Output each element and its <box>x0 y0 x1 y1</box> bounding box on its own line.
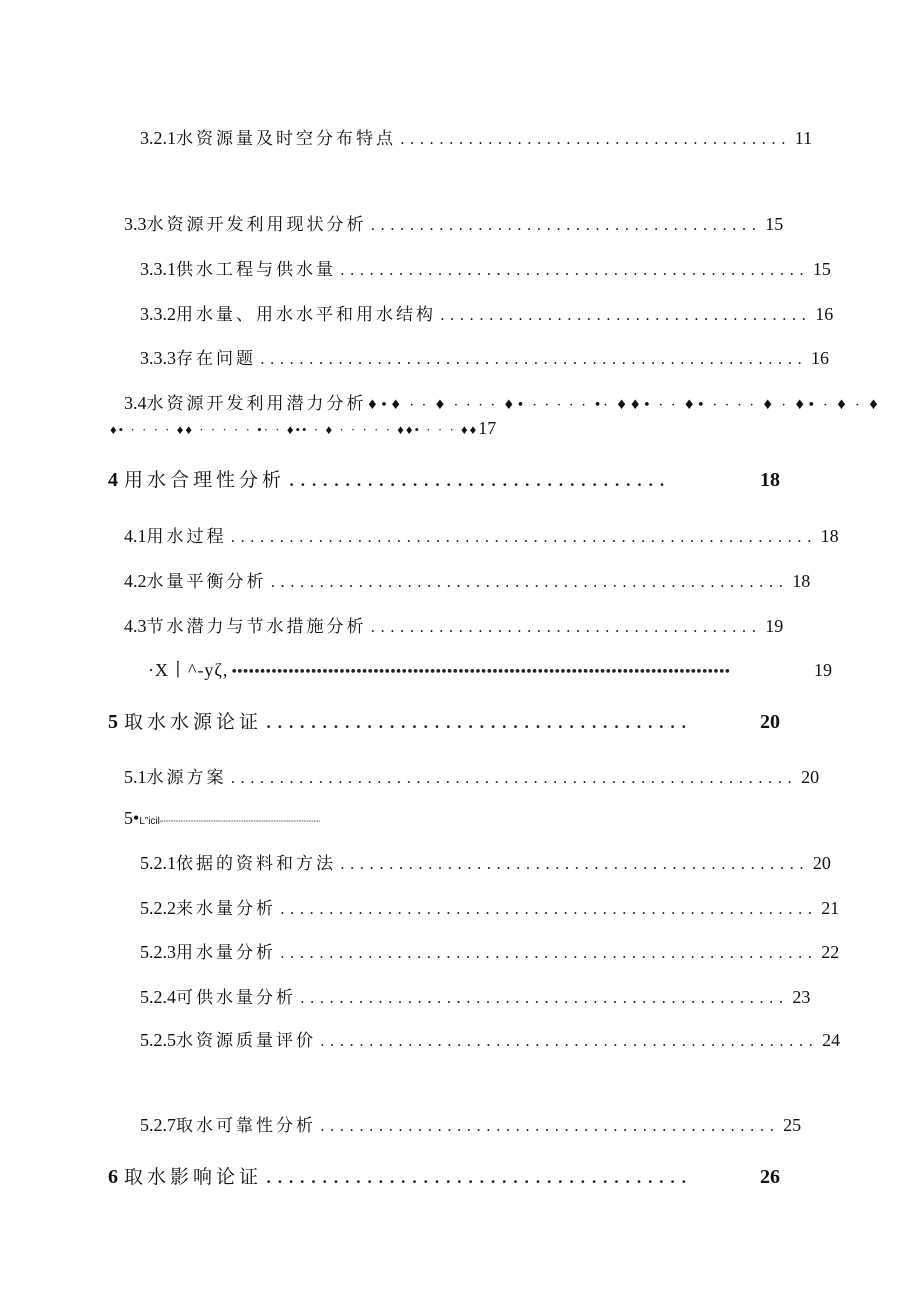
toc-entry-3-4[interactable] <box>124 391 882 418</box>
toc-page-number: 18 <box>792 571 811 591</box>
toc-title: 水资源开发利用潜力分析 <box>146 394 367 414</box>
toc-page-number: 18 <box>820 526 839 546</box>
toc-number: 5.1 <box>124 767 147 787</box>
toc-number: 3.3.3 <box>140 348 176 368</box>
toc-entry-3-2-1[interactable] <box>140 126 813 151</box>
toc-leader: .......................................................... <box>230 769 798 787</box>
toc-title: 取水影响论证 <box>124 1166 263 1188</box>
toc-leader: ...................................... <box>266 714 693 732</box>
toc-chapter-6[interactable] <box>108 1165 780 1190</box>
toc-number: 5.2.7 <box>140 1115 176 1135</box>
toc-page-number: 24 <box>822 1030 841 1050</box>
toc-title: 用水合理性分析 <box>124 469 286 491</box>
toc-number: 6 <box>108 1166 118 1188</box>
toc-entry-4-3[interactable] <box>124 614 784 639</box>
toc-number: 5.2.5 <box>140 1030 176 1050</box>
toc-number: 4 <box>108 469 118 491</box>
toc-leader: .................................................. <box>300 989 789 1007</box>
toc-page-number: 16 <box>811 348 830 368</box>
toc-number: 3.2.1 <box>140 128 176 148</box>
toc-number: 5.2.3 <box>140 942 176 962</box>
toc-entry-5-2-3[interactable] <box>140 940 840 965</box>
toc-page-number: 15 <box>765 214 784 234</box>
toc-title: 水资源质量评价 <box>176 1031 316 1051</box>
toc-entry-3-3-2[interactable] <box>140 302 834 327</box>
toc-leader: ........................................................ <box>260 350 808 368</box>
toc-leader: ..................................................... <box>270 573 789 591</box>
toc-title: 来水量分析 <box>176 899 276 919</box>
toc-leader: .................................. <box>289 472 671 490</box>
toc-number: 3.4 <box>124 393 147 413</box>
toc-leader: ............................................................ <box>230 528 817 546</box>
toc-number: 3.3.2 <box>140 304 176 324</box>
toc-entry-5-2-garbled[interactable] <box>124 808 454 829</box>
toc-entry-3-3-1[interactable] <box>140 257 831 282</box>
toc-title: 取水可靠性分析 <box>176 1116 316 1136</box>
toc-leader: •••••••••••••••••••••••••••••••••••••••••••••••••••••••••••••••••••••••••••••••••••••••• <box>230 665 730 680</box>
toc-number: 4.3 <box>124 616 147 636</box>
toc-leader: ............................................... <box>320 1117 780 1135</box>
toc-leader: ....................................................... <box>280 944 818 962</box>
toc-title-artifact: ·X丨^-yζ, <box>148 660 229 680</box>
toc-page-number: 19 <box>814 660 832 680</box>
toc-leader: ................................................ <box>340 261 809 279</box>
toc-page-number: 11 <box>794 128 813 148</box>
toc-leader-artifact: ♦• · · · · ♦♦ · · · · · •· · ♦•• · ♦ · · · · · ♦♦• · · · ♦♦ <box>110 422 479 437</box>
toc-page-number: 20 <box>812 853 831 873</box>
toc-title: 用水量、用水水平和用水结构 <box>176 305 436 325</box>
toc-entry-5-1[interactable] <box>124 765 820 790</box>
toc-entry-3-4-continuation <box>110 418 496 439</box>
toc-title: 取水水源论证 <box>124 711 263 733</box>
toc-page-number: 17 <box>478 418 497 438</box>
toc-title: 水量平衡分析 <box>146 572 267 592</box>
toc-leader: ...................................... <box>440 306 812 324</box>
toc-number: 4.2 <box>124 571 147 591</box>
toc-entry-4-2[interactable] <box>124 569 811 594</box>
toc-entry-5-2-7[interactable] <box>140 1113 802 1138</box>
toc-entry-4-1[interactable] <box>124 524 839 549</box>
toc-leader: ........................................ <box>370 618 762 636</box>
toc-leader: ...................................... <box>266 1169 693 1187</box>
toc-page-number: 20 <box>801 767 820 787</box>
toc-page-number: 26 <box>760 1166 780 1188</box>
toc-page-number: 19 <box>765 616 784 636</box>
toc-leader: ....................................................... <box>280 900 818 918</box>
toc-leader-artifact: ♦•♦ · · ♦ · · · · ♦• · · · · · •· ♦♦• · · ♦• · · · · ♦ · ♦• · ♦ · ♦ <box>366 398 882 413</box>
toc-title: 存在问题 <box>176 349 256 369</box>
toc-page-number: 21 <box>821 898 840 918</box>
toc-page-number: 20 <box>760 711 780 733</box>
toc-page-number: 18 <box>760 469 780 491</box>
toc-leader: ........................................ <box>400 130 791 148</box>
toc-leader: ................................................ <box>340 855 809 873</box>
toc-entry-4-4-garbled[interactable] <box>148 658 832 685</box>
toc-title: 水资源量及时空分布特点 <box>176 129 396 149</box>
toc-title: 用水过程 <box>146 527 227 547</box>
toc-title: 可供水量分析 <box>176 988 296 1008</box>
toc-title: 节水潜力与节水措施分析 <box>146 617 367 637</box>
toc-title: 依据的资料和方法 <box>176 854 336 874</box>
toc-page-number: 15 <box>812 259 831 279</box>
toc-number: 5.2.1 <box>140 853 176 873</box>
toc-page-number: 16 <box>815 304 834 324</box>
toc-title: 水资源开发利用现状分析 <box>146 215 367 235</box>
toc-number-artifact: 5• <box>124 808 140 828</box>
toc-leader: ................................................... <box>320 1032 819 1050</box>
toc-page-number: 25 <box>783 1115 802 1135</box>
toc-title: 供水工程与供水量 <box>176 260 336 280</box>
toc-page-number: 22 <box>821 942 840 962</box>
toc-entry-3-3-3[interactable] <box>140 346 830 371</box>
toc-entry-5-2-2[interactable] <box>140 896 840 921</box>
toc-number: 5.2.2 <box>140 898 176 918</box>
toc-title: 用水量分析 <box>176 943 276 963</box>
toc-page-number: 23 <box>792 987 811 1007</box>
toc-title: 水源方案 <box>146 768 227 788</box>
toc-entry-5-2-4[interactable] <box>140 985 811 1010</box>
toc-number: 3.3.1 <box>140 259 176 279</box>
toc-chapter-4[interactable] <box>108 468 780 493</box>
toc-entry-5-2-1[interactable] <box>140 851 831 876</box>
toc-number: 5.2.4 <box>140 987 176 1007</box>
toc-chapter-5[interactable] <box>108 710 780 735</box>
toc-number: 4.1 <box>124 526 147 546</box>
toc-entry-3-3[interactable] <box>124 212 784 237</box>
toc-number: 5 <box>108 711 118 733</box>
toc-entry-5-2-5[interactable] <box>140 1028 841 1053</box>
toc-leader: ······························································································ <box>163 817 320 826</box>
toc-leader: ........................................ <box>370 216 762 234</box>
toc-number: 3.3 <box>124 214 147 234</box>
toc-title-artifact: L”icil- <box>139 816 164 827</box>
